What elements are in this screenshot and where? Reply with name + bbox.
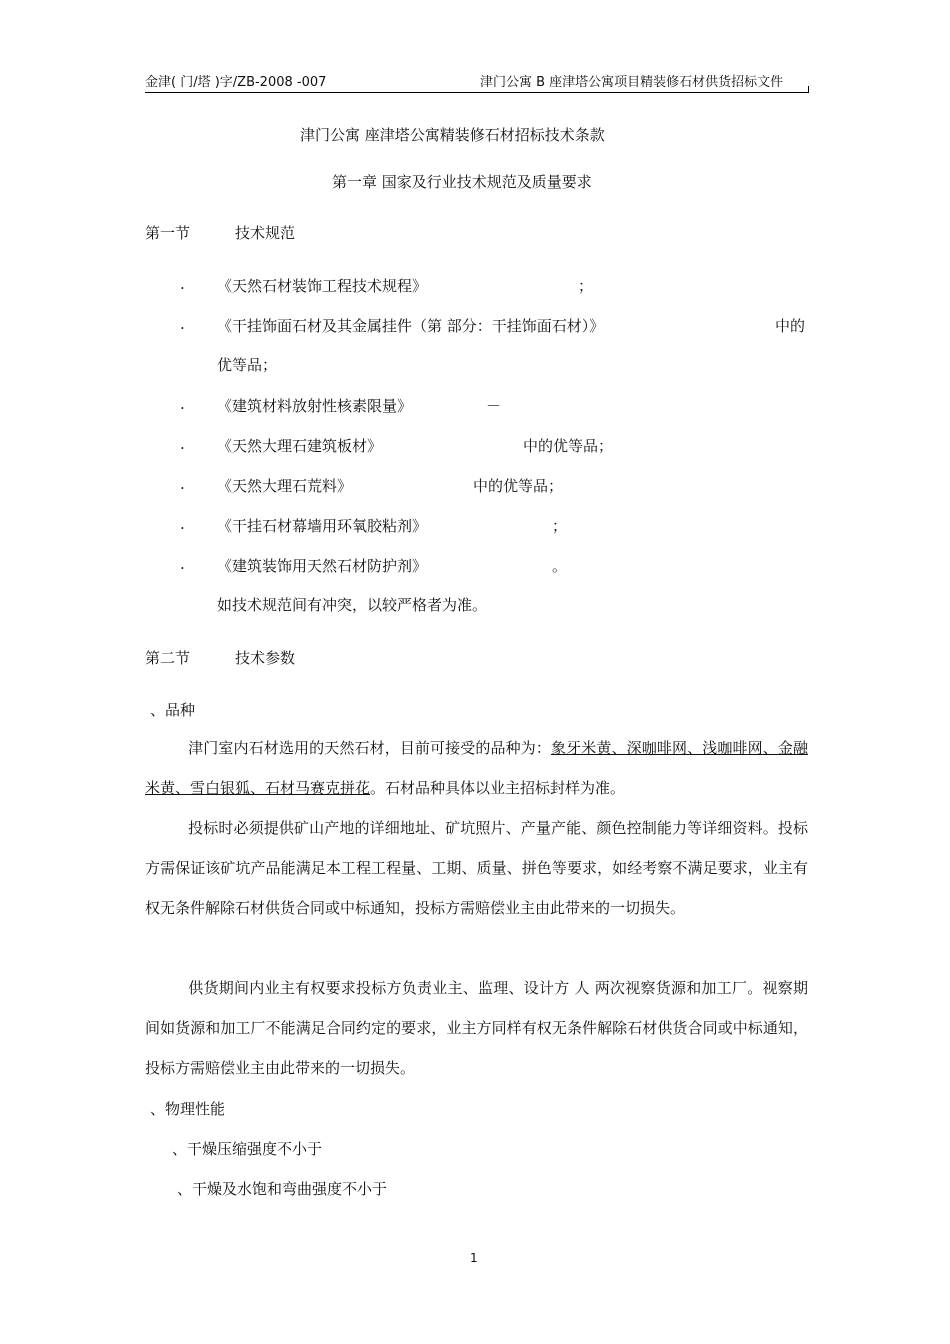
header-doc-number: 金津( 门/塔 )字/ZB-2008 -007 bbox=[145, 75, 327, 90]
page-number: 1 bbox=[470, 1251, 478, 1265]
variety-intro: 津门室内石材选用的天然石材，目前可接受的品种为： bbox=[188, 739, 552, 757]
standard-suffix: 中的优等品； bbox=[473, 477, 564, 495]
list-bullet: . bbox=[180, 475, 185, 493]
standard-name: 《干挂石材幕墙用环氧胶粘剂》 bbox=[217, 517, 428, 535]
variety-outro: 。石材品种具体以业主招标封样为准。 bbox=[370, 779, 626, 797]
inspection-paragraph bbox=[145, 968, 808, 1088]
bidding-requirement-text: 投标时必须提供矿山产地的详细地址、矿坑照片、产量产能、颜色控制能力等详细资料。投标方需保证该矿坑产品能满足本工程工程量、工期、质量、拼色等要求，如经考察不满足要求，业主有权无条件解除石材供货合同或中标通知，投标方需赔偿业主由此带来的一切损失。 bbox=[145, 819, 808, 917]
document-title: 津门公寓 座津塔公寓精装修石材招标技术条款 bbox=[300, 126, 605, 144]
standard-name: 《天然石材装饰工程技术规程》 bbox=[217, 277, 428, 295]
list-bullet: . bbox=[180, 515, 185, 533]
standard-suffix: ； bbox=[552, 517, 568, 535]
variety-paragraph bbox=[145, 728, 808, 808]
header-rule-mark bbox=[808, 86, 809, 93]
standard-suffix: － bbox=[486, 397, 502, 415]
physical-item: 、干燥压缩强度不小于 bbox=[172, 1140, 323, 1158]
section2-label: 第二节 bbox=[145, 649, 191, 667]
inspection-text: 供货期间内业主有权要求投标方负责业主、监理、设计方 人 两次视察货源和加工厂。视察期间如货源和加工厂不能满足合同约定的要求，业主方同样有权无条件解除石材供货合同或中标通知，投标方需赔偿业主由此带来的一切损失。 bbox=[145, 979, 808, 1077]
conflict-note: 如技术规范间有冲突，以较严格者为准。 bbox=[217, 596, 488, 614]
standard-name: 《建筑装饰用天然石材防护剂》 bbox=[217, 557, 428, 575]
standard-suffix: 。 bbox=[552, 557, 568, 575]
physical-item: 、干燥及水饱和弯曲强度不小于 bbox=[177, 1180, 388, 1198]
standard-name: 《建筑材料放射性核素限量》 bbox=[217, 397, 413, 415]
list-bullet: . bbox=[180, 275, 185, 293]
standard-suffix: ； bbox=[578, 277, 594, 295]
variety-list-part1: 象牙米黄、深咖啡网、浅咖啡 bbox=[551, 739, 748, 757]
list-bullet: . bbox=[180, 555, 185, 573]
physical-heading: 、物理性能 bbox=[150, 1100, 226, 1118]
standard-name: 《天然大理石建筑板材》 bbox=[217, 437, 383, 455]
variety-list-part2: 网、金融米黄、雪白银狐、石材马赛克拼花 bbox=[145, 739, 808, 797]
header-rule bbox=[145, 92, 808, 93]
header-doc-title: 津门公寓 B 座津塔公寓项目精装修石材供货招标文件 bbox=[480, 75, 784, 90]
list-bullet: . bbox=[180, 435, 185, 453]
section1-title: 技术规范 bbox=[235, 224, 296, 242]
list-bullet: . bbox=[180, 315, 185, 333]
section2-title: 技术参数 bbox=[235, 649, 296, 667]
standard-continuation: 优等品； bbox=[217, 356, 278, 374]
section1-label: 第一节 bbox=[145, 224, 191, 242]
list-bullet: . bbox=[180, 395, 185, 413]
standard-name: 《天然大理石荒料》 bbox=[217, 477, 353, 495]
standard-suffix: 中的优等品； bbox=[523, 437, 614, 455]
chapter-title: 第一章 国家及行业技术规范及质量要求 bbox=[332, 173, 592, 191]
variety-heading: 、品种 bbox=[150, 701, 196, 719]
bidding-requirement-paragraph bbox=[145, 808, 808, 928]
standard-suffix: 中的 bbox=[775, 317, 806, 335]
standard-name: 《干挂饰面石材及其金属挂件（第 部分：干挂饰面石材）》 bbox=[217, 317, 605, 335]
